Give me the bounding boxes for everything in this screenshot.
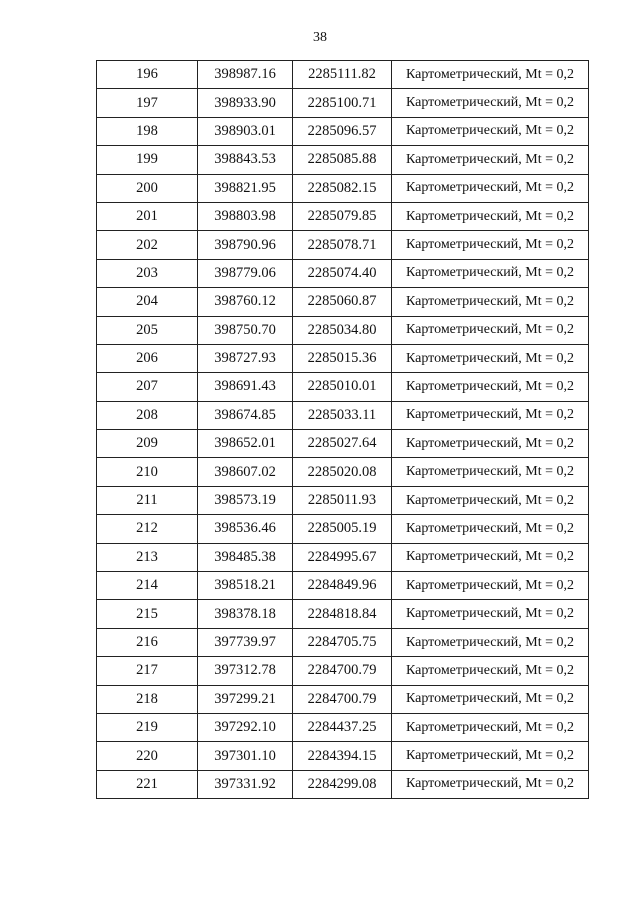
method-cell: Картометрический, Mt = 0,2 bbox=[392, 600, 589, 628]
method-cell: Картометрический, Mt = 0,2 bbox=[392, 430, 589, 458]
table-row bbox=[97, 628, 589, 656]
x-coordinate-cell: 398573.19 bbox=[198, 486, 293, 514]
table-row bbox=[97, 742, 589, 770]
point-number-cell: 221 bbox=[97, 770, 198, 798]
x-coordinate-cell: 398760.12 bbox=[198, 288, 293, 316]
point-number-cell: 211 bbox=[97, 486, 198, 514]
page-number: 38 bbox=[313, 30, 327, 45]
method-cell: Картометрический, Mt = 0,2 bbox=[392, 770, 589, 798]
table-row bbox=[97, 515, 589, 543]
table-row bbox=[97, 401, 589, 429]
table-row bbox=[97, 373, 589, 401]
y-coordinate-cell: 2285078.71 bbox=[293, 231, 392, 259]
x-coordinate-cell: 398843.53 bbox=[198, 146, 293, 174]
y-coordinate-cell: 2285060.87 bbox=[293, 288, 392, 316]
table-row bbox=[97, 117, 589, 145]
y-coordinate-cell: 2285034.80 bbox=[293, 316, 392, 344]
x-coordinate-cell: 398803.98 bbox=[198, 202, 293, 230]
x-coordinate-cell: 398750.70 bbox=[198, 316, 293, 344]
method-cell: Картометрический, Mt = 0,2 bbox=[392, 515, 589, 543]
x-coordinate-cell: 398607.02 bbox=[198, 458, 293, 486]
method-cell: Картометрический, Mt = 0,2 bbox=[392, 742, 589, 770]
point-number-cell: 197 bbox=[97, 89, 198, 117]
y-coordinate-cell: 2284700.79 bbox=[293, 657, 392, 685]
method-cell: Картометрический, Mt = 0,2 bbox=[392, 316, 589, 344]
y-coordinate-cell: 2285100.71 bbox=[293, 89, 392, 117]
point-number-cell: 219 bbox=[97, 713, 198, 741]
x-coordinate-cell: 398727.93 bbox=[198, 344, 293, 372]
point-number-cell: 217 bbox=[97, 657, 198, 685]
point-number-cell: 209 bbox=[97, 430, 198, 458]
table-row bbox=[97, 685, 589, 713]
y-coordinate-cell: 2285033.11 bbox=[293, 401, 392, 429]
x-coordinate-cell: 398536.46 bbox=[198, 515, 293, 543]
point-number-cell: 220 bbox=[97, 742, 198, 770]
x-coordinate-cell: 398652.01 bbox=[198, 430, 293, 458]
table-row bbox=[97, 713, 589, 741]
x-coordinate-cell: 397739.97 bbox=[198, 628, 293, 656]
x-coordinate-cell: 398674.85 bbox=[198, 401, 293, 429]
table-row bbox=[97, 288, 589, 316]
method-cell: Картометрический, Mt = 0,2 bbox=[392, 685, 589, 713]
method-cell: Картометрический, Mt = 0,2 bbox=[392, 89, 589, 117]
table-row bbox=[97, 259, 589, 287]
method-cell: Картометрический, Mt = 0,2 bbox=[392, 713, 589, 741]
table-row bbox=[97, 89, 589, 117]
x-coordinate-cell: 397331.92 bbox=[198, 770, 293, 798]
table-row bbox=[97, 231, 589, 259]
y-coordinate-cell: 2284437.25 bbox=[293, 713, 392, 741]
x-coordinate-cell: 398987.16 bbox=[198, 61, 293, 89]
point-number-cell: 207 bbox=[97, 373, 198, 401]
point-number-cell: 212 bbox=[97, 515, 198, 543]
table-row bbox=[97, 344, 589, 372]
table-row bbox=[97, 458, 589, 486]
y-coordinate-cell: 2285096.57 bbox=[293, 117, 392, 145]
method-cell: Картометрический, Mt = 0,2 bbox=[392, 117, 589, 145]
table-row bbox=[97, 174, 589, 202]
x-coordinate-cell: 398691.43 bbox=[198, 373, 293, 401]
table-row bbox=[97, 770, 589, 798]
point-number-cell: 202 bbox=[97, 231, 198, 259]
point-number-cell: 196 bbox=[97, 61, 198, 89]
point-number-cell: 208 bbox=[97, 401, 198, 429]
y-coordinate-cell: 2285027.64 bbox=[293, 430, 392, 458]
point-number-cell: 210 bbox=[97, 458, 198, 486]
point-number-cell: 213 bbox=[97, 543, 198, 571]
point-number-cell: 216 bbox=[97, 628, 198, 656]
method-cell: Картометрический, Mt = 0,2 bbox=[392, 543, 589, 571]
table-row bbox=[97, 486, 589, 514]
point-number-cell: 218 bbox=[97, 685, 198, 713]
y-coordinate-cell: 2284818.84 bbox=[293, 600, 392, 628]
point-number-cell: 215 bbox=[97, 600, 198, 628]
method-cell: Картометрический, Mt = 0,2 bbox=[392, 259, 589, 287]
y-coordinate-cell: 2284849.96 bbox=[293, 572, 392, 600]
x-coordinate-cell: 398933.90 bbox=[198, 89, 293, 117]
x-coordinate-cell: 397312.78 bbox=[198, 657, 293, 685]
method-cell: Картометрический, Mt = 0,2 bbox=[392, 61, 589, 89]
y-coordinate-cell: 2285020.08 bbox=[293, 458, 392, 486]
method-cell: Картометрический, Mt = 0,2 bbox=[392, 344, 589, 372]
table-row bbox=[97, 572, 589, 600]
x-coordinate-cell: 398779.06 bbox=[198, 259, 293, 287]
method-cell: Картометрический, Mt = 0,2 bbox=[392, 288, 589, 316]
method-cell: Картометрический, Mt = 0,2 bbox=[392, 202, 589, 230]
x-coordinate-cell: 397299.21 bbox=[198, 685, 293, 713]
y-coordinate-cell: 2285111.82 bbox=[293, 61, 392, 89]
table-row bbox=[97, 600, 589, 628]
x-coordinate-cell: 398485.38 bbox=[198, 543, 293, 571]
y-coordinate-cell: 2285085.88 bbox=[293, 146, 392, 174]
method-cell: Картометрический, Mt = 0,2 bbox=[392, 572, 589, 600]
method-cell: Картометрический, Mt = 0,2 bbox=[392, 231, 589, 259]
x-coordinate-cell: 398903.01 bbox=[198, 117, 293, 145]
method-cell: Картометрический, Mt = 0,2 bbox=[392, 458, 589, 486]
point-number-cell: 214 bbox=[97, 572, 198, 600]
table-row bbox=[97, 657, 589, 685]
method-cell: Картометрический, Mt = 0,2 bbox=[392, 401, 589, 429]
y-coordinate-cell: 2284394.15 bbox=[293, 742, 392, 770]
method-cell: Картометрический, Mt = 0,2 bbox=[392, 373, 589, 401]
y-coordinate-cell: 2284705.75 bbox=[293, 628, 392, 656]
table-row bbox=[97, 146, 589, 174]
point-number-cell: 200 bbox=[97, 174, 198, 202]
table-row bbox=[97, 430, 589, 458]
point-number-cell: 205 bbox=[97, 316, 198, 344]
point-number-cell: 206 bbox=[97, 344, 198, 372]
x-coordinate-cell: 398790.96 bbox=[198, 231, 293, 259]
x-coordinate-cell: 398378.18 bbox=[198, 600, 293, 628]
table-row bbox=[97, 61, 589, 89]
point-number-cell: 201 bbox=[97, 202, 198, 230]
y-coordinate-cell: 2285010.01 bbox=[293, 373, 392, 401]
x-coordinate-cell: 397301.10 bbox=[198, 742, 293, 770]
y-coordinate-cell: 2285005.19 bbox=[293, 515, 392, 543]
table-row bbox=[97, 543, 589, 571]
coordinates-table bbox=[96, 60, 589, 799]
point-number-cell: 204 bbox=[97, 288, 198, 316]
x-coordinate-cell: 398821.95 bbox=[198, 174, 293, 202]
y-coordinate-cell: 2284299.08 bbox=[293, 770, 392, 798]
table-body bbox=[97, 61, 589, 799]
point-number-cell: 199 bbox=[97, 146, 198, 174]
table-row bbox=[97, 316, 589, 344]
y-coordinate-cell: 2284995.67 bbox=[293, 543, 392, 571]
method-cell: Картометрический, Mt = 0,2 bbox=[392, 628, 589, 656]
table-row bbox=[97, 202, 589, 230]
y-coordinate-cell: 2284700.79 bbox=[293, 685, 392, 713]
point-number-cell: 198 bbox=[97, 117, 198, 145]
y-coordinate-cell: 2285079.85 bbox=[293, 202, 392, 230]
y-coordinate-cell: 2285074.40 bbox=[293, 259, 392, 287]
x-coordinate-cell: 398518.21 bbox=[198, 572, 293, 600]
point-number-cell: 203 bbox=[97, 259, 198, 287]
method-cell: Картометрический, Mt = 0,2 bbox=[392, 486, 589, 514]
y-coordinate-cell: 2285011.93 bbox=[293, 486, 392, 514]
x-coordinate-cell: 397292.10 bbox=[198, 713, 293, 741]
y-coordinate-cell: 2285082.15 bbox=[293, 174, 392, 202]
method-cell: Картометрический, Mt = 0,2 bbox=[392, 174, 589, 202]
method-cell: Картометрический, Mt = 0,2 bbox=[392, 146, 589, 174]
method-cell: Картометрический, Mt = 0,2 bbox=[392, 657, 589, 685]
y-coordinate-cell: 2285015.36 bbox=[293, 344, 392, 372]
